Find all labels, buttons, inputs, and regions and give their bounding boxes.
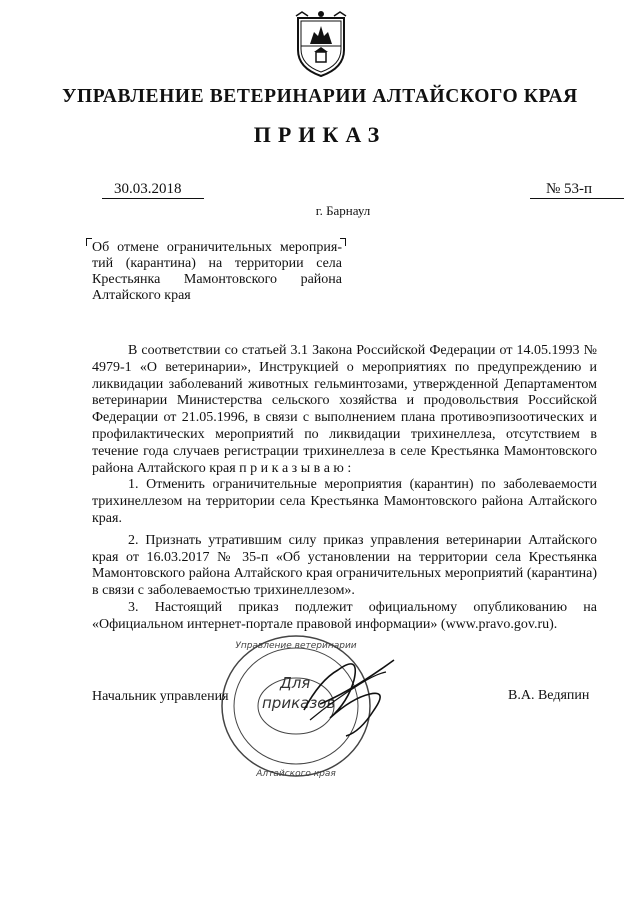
signer-position: Начальник управления [92,689,229,704]
altai-krai-coat-of-arms-icon [292,10,350,78]
document-title: ПРИКАЗ [253,122,387,147]
order-item-1: 1. Отменить ограничительные мероприятия (карантин) по заболеваемости трихинеллезом на территории села Крестьянка Мамонтовского района Алтайского края. [92,477,597,526]
order-item-3: 3. Настоящий приказ подлежит официальному опубликованию на «Официальном интернет-портале правовой информации» (www.pravo.gov.ru). [92,599,597,632]
order-subject: Об отмене ограничительных мероприя-тий (карантина) на территории села Крестьянка Мамонтовского района Алтайского края [92,240,342,303]
order-body [92,343,597,634]
order-item-2: 2. Признать утратившим силу приказ управления ветеринарии Алтайского края от 16.03.2017 № 35-п «Об установлении на территории села Крестьянка Мамонтовского района Алтайского края ограничительных мероприятий (карантина) в связи с заболеваемостью трихинеллезом». [92,532,597,599]
signer-name: В.А. Ведяпин [508,688,590,703]
order-date: 30.03.2018 [102,181,204,199]
handwritten-signature [290,640,400,760]
svg-text:приказов: приказов [262,694,336,712]
order-number: № 53-п [530,181,624,199]
issue-city: г. Барнаул [315,203,371,218]
organization-name: УПРАВЛЕНИЕ ВЕТЕРИНАРИИ АЛТАЙСКОГО КРАЯ [62,86,578,107]
svg-text:Алтайского края: Алтайского края [256,769,336,779]
preamble-paragraph: В соответствии со статьей 3.1 Закона Российской Федерации от 14.05.1993 № 4979-1 «О ветеринарии», Инструкцией о мероприятиях по предупреждению и ликвидации заболеваний животных гельминтозами, утвержденной Департаментом ветеринарии Министерства сельского хозяйства и продовольствия Российской Федерации от 21.05.1996, в связи с выполнением плана противоэпизоотических и профилактических мероприятий по ликвидации трихинеллеза, отсутствием в течение года случаев регистрации трихинеллеза в селе Крестьянка Мамонтовского района Алтайского края п р и к а з ы в а ю : [92,343,597,476]
svg-text:Управление ветеринарии: Управление ветеринарии [235,641,357,651]
svg-text:Для: Для [280,674,311,692]
